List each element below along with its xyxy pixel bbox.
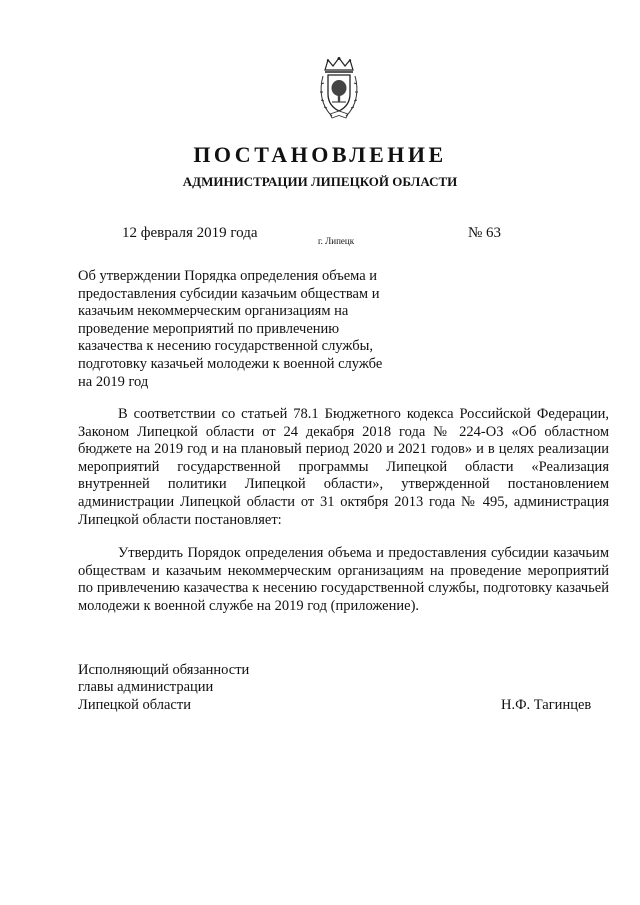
subject-line: проведение мероприятий по привлечению (78, 320, 340, 337)
signatory-position-line: Липецкой области (78, 696, 191, 713)
subject-line: предоставления субсидии казачьим обществам и (78, 285, 380, 302)
document-date: 12 февраля 2019 года (122, 225, 258, 241)
subject-line: подготовку казачьей молодежи к военной службе (78, 355, 383, 372)
document-city: г. Липецк (318, 236, 355, 246)
body-paragraph-legal-basis: В соответствии со статьей 78.1 Бюджетного кодекса Российской Федерации, Законом Липецкой области от 24 декабря 2018 года № 224-ОЗ «Об областном бюджете на 2019 год и на плановый период 2020 и 2021 годов» и в целях реализации мероприятий государственной программы Липецкой области «Реализация внутренней политики Липецкой области», утвержденной постановлением администрации Липецкой области от 31 октября 2013 года № 495, администрация Липецкой области постановляет: (78, 406, 609, 528)
document-subtitle: АДМИНИСТРАЦИИ ЛИПЕЦКОЙ ОБЛАСТИ (182, 174, 458, 189)
signatory-name: Н.Ф. Тагинцев (501, 697, 592, 713)
subject-line: казачества к несению государственной службы, (78, 338, 373, 355)
signatory-position-line: главы администрации (78, 679, 214, 696)
subject-line: Об утверждении Порядка определения объема и (78, 268, 378, 284)
document-subject (78, 268, 408, 391)
subject-line: казачьим некоммерческим организациям на (78, 303, 349, 320)
body-paragraph-resolution: Утвердить Порядок определения объема и предоставления субсидии казачьим обществам и казачьим некоммерческим организациям на проведение мероприятий по привлечению казачества к несению государственной службы, подготовку казачьей молодежи к военной службе на 2019 год (приложение). (78, 545, 609, 614)
signatory-position (78, 662, 249, 714)
document-title: ПОСТАНОВЛЕНИЕ (193, 142, 447, 167)
subject-line: на 2019 год (78, 373, 149, 390)
coat-of-arms-icon (318, 56, 360, 120)
document-number: № 63 (468, 225, 502, 241)
signatory-position-line: Исполняющий обязанности (78, 662, 250, 678)
